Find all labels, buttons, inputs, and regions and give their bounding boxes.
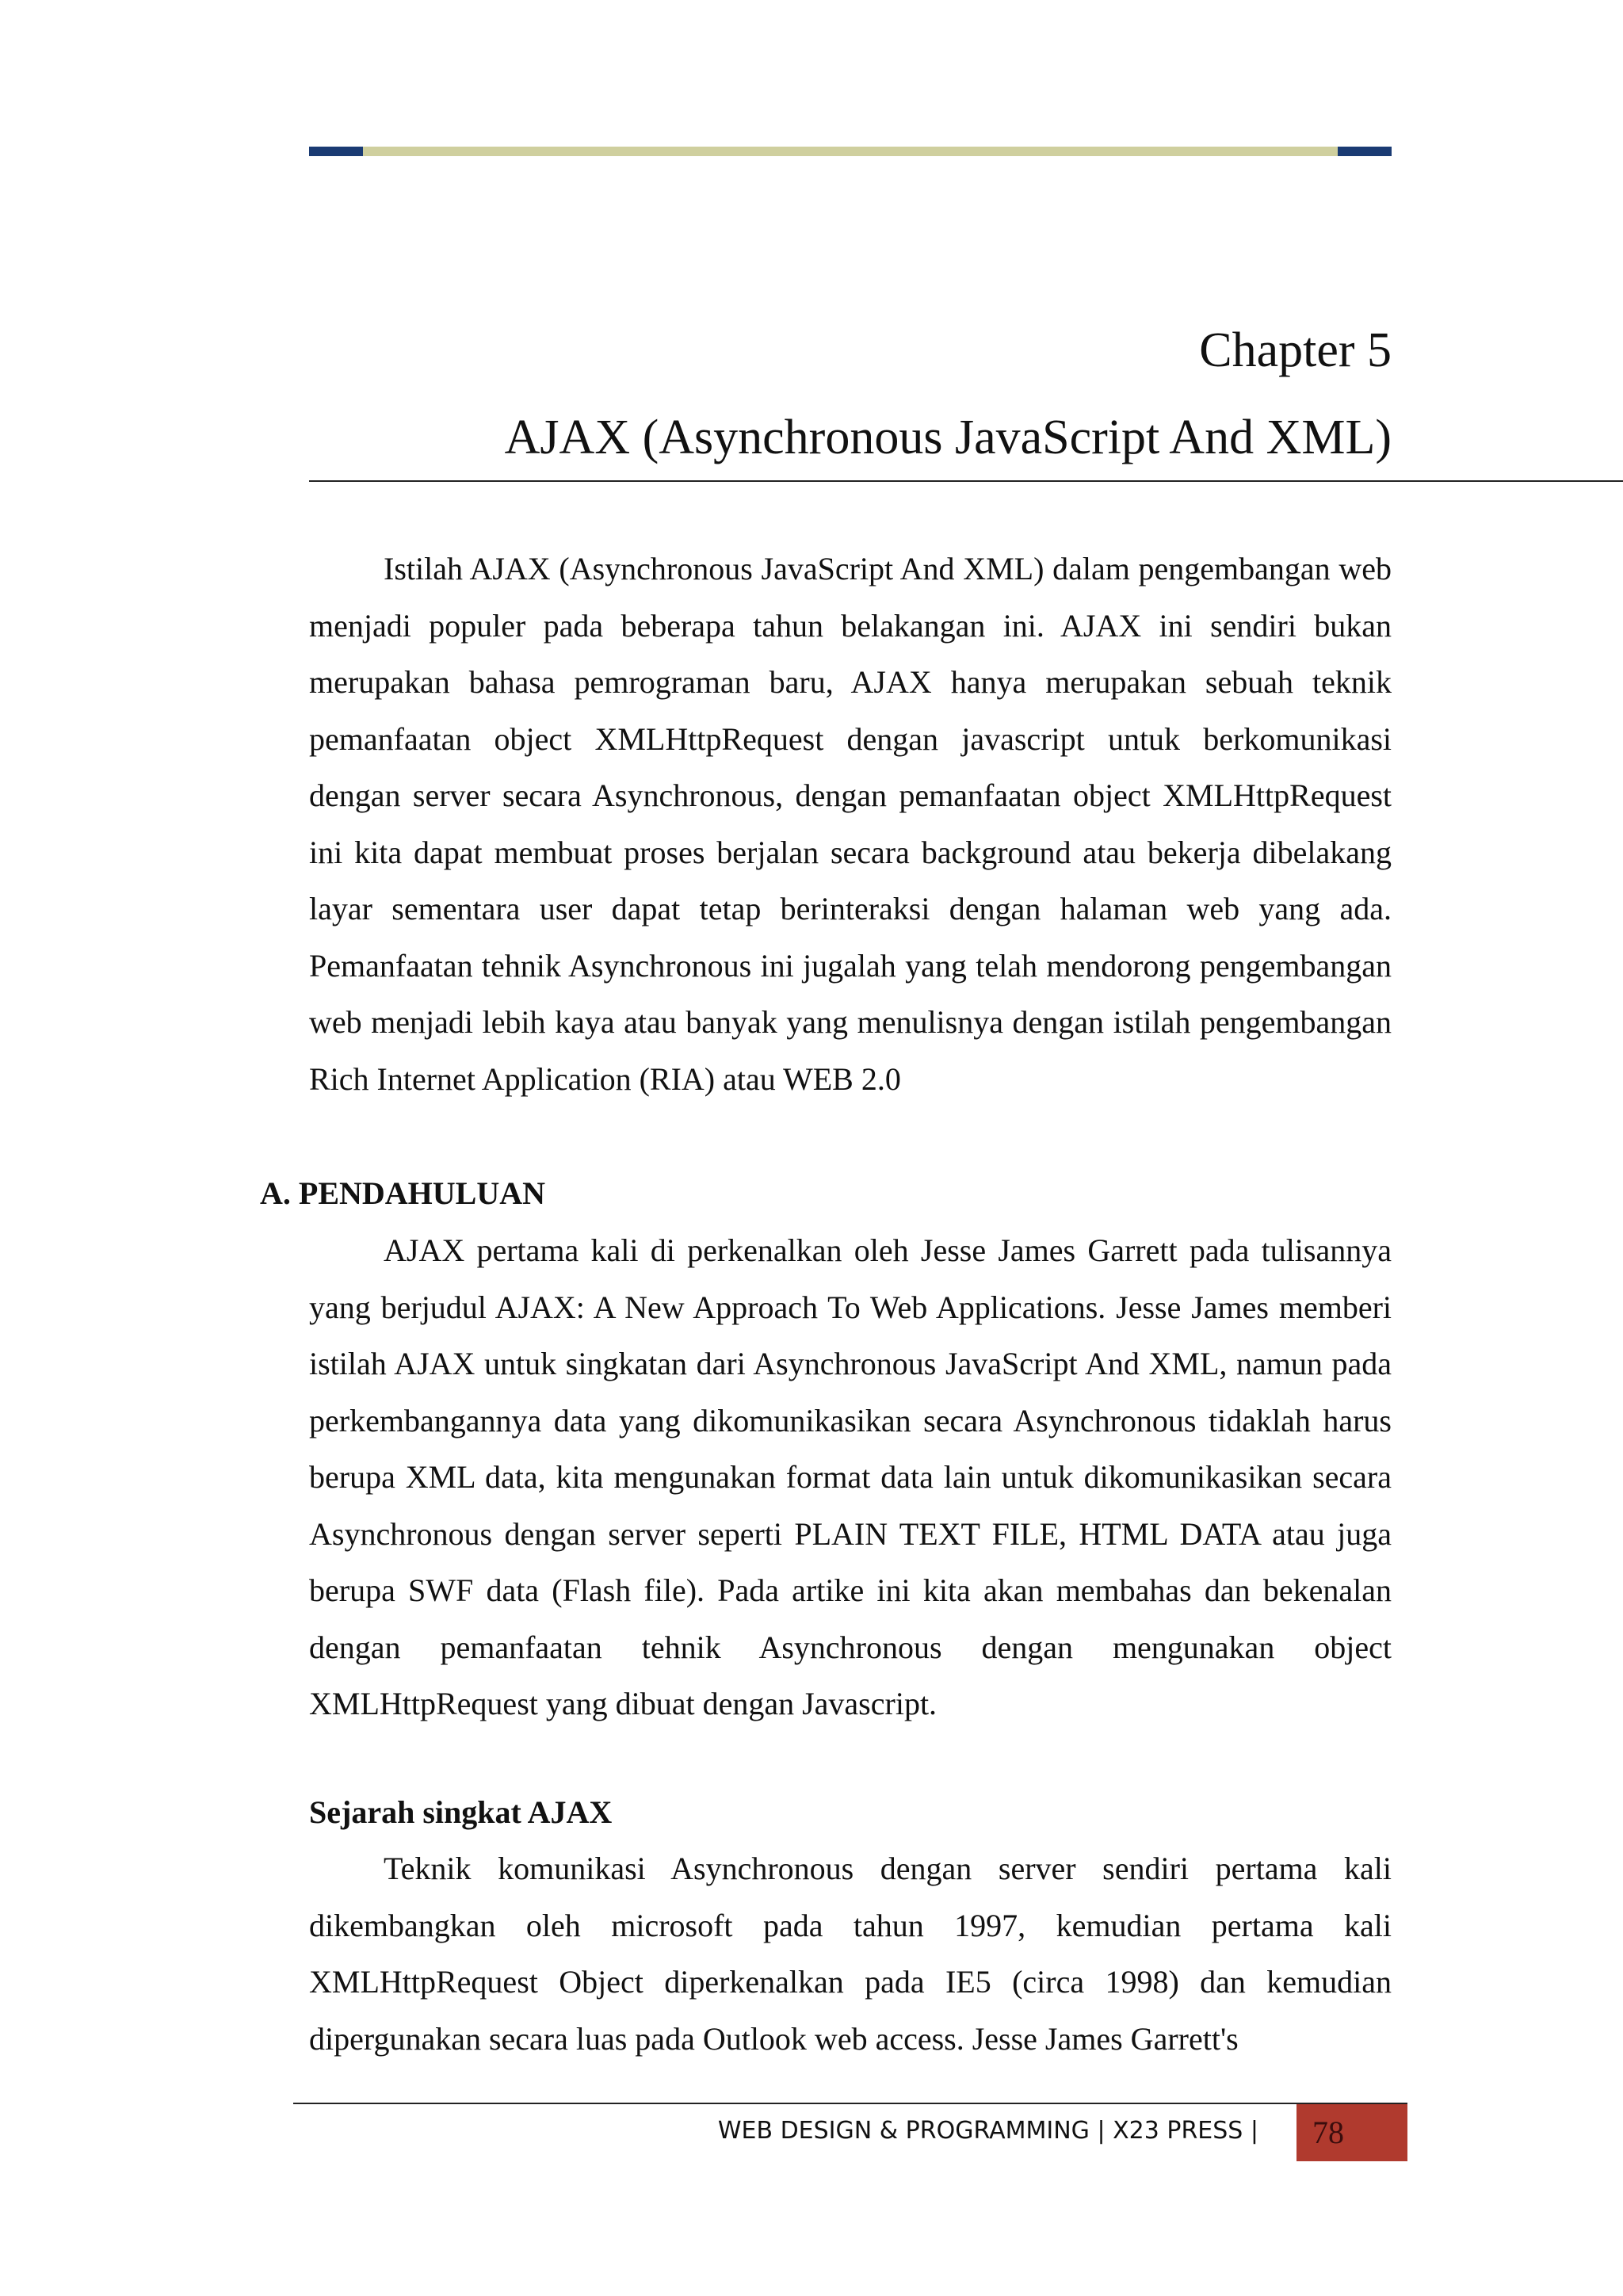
pendahuluan-paragraph-text: AJAX pertama kali di perkenalkan oleh Jesse James Garrett pada tulisannya yang berjudul AJAX: A New Approach To Web Applications. Jesse James memberi istilah AJAX untuk singkatan dari Asynchronous JavaScript And XML, namun pada perkembangannya data yang dikomunikasikan secara Asynchronous tidaklah harus berupa XML data, kita mengunakan format data lain untuk dikomunikasikan secara Asynchronous dengan server seperti PLAIN TEXT FILE, HTML DATA atau juga berupa SWF data (Flash file). Pada artike ini kita akan membahas dan bekenalan dengan pemanfaatan tehnik Asynchronous dengan mengunakan object XMLHttpRequest yang dibuat dengan Javascript. — [309, 1232, 1392, 1721]
footer-label: WEB DESIGN & PROGRAMMING | X23 PRESS | — [717, 2117, 1258, 2145]
subsection-heading-sejarah: Sejarah singkat AJAX — [309, 1794, 613, 1830]
pendahuluan-paragraph — [309, 1222, 1392, 1733]
header-decorative-bar — [309, 147, 1392, 156]
section-heading-pendahuluan: A. PENDAHULUAN — [260, 1175, 545, 1211]
title-divider — [309, 480, 1623, 482]
page-number: 78 — [1312, 2115, 1344, 2150]
intro-paragraph-text: Istilah AJAX (Asynchronous JavaScript And XML) dalam pengembangan web menjadi populer pada beberapa tahun belakangan ini. AJAX ini sendiri bukan merupakan bahasa pemrograman baru, AJAX hanya merupakan sebuah teknik pemanfaatan object XMLHttpRequest dengan javascript untuk berkomunikasi dengan server secara Asynchronous, dengan pemanfaatan object XMLHttpRequest ini kita dapat membuat proses berjalan secara background atau bekerja dibelakang layar sementara user dapat tetap berinteraksi dengan halaman web yang ada. Pemanfaatan tehnik Asynchronous ini jugalah yang telah mendorong pengembangan web menjadi lebih kaya atau banyak yang menulisnya dengan istilah pengembangan Rich Internet Application (RIA) atau WEB 2.0 — [309, 551, 1392, 1097]
header-bar-right-cap — [1338, 147, 1392, 156]
sejarah-paragraph — [309, 1840, 1392, 2067]
sejarah-paragraph-text: Teknik komunikasi Asynchronous dengan server sendiri pertama kali dikembangkan oleh microsoft pada tahun 1997, kemudian pertama kali XMLHttpRequest Object diperkenalkan pada IE5 (circa 1998) dan kemudian dipergunakan secara luas pada Outlook web access. Jesse James Garrett's — [309, 1851, 1392, 2057]
footer-divider — [293, 2103, 1407, 2104]
intro-paragraph — [309, 541, 1392, 1107]
chapter-number: Chapter 5 — [1199, 323, 1392, 377]
page-number-box — [1296, 2104, 1407, 2161]
header-bar-left-cap — [309, 147, 363, 156]
chapter-title: AJAX (Asynchronous JavaScript And XML) — [504, 411, 1392, 464]
